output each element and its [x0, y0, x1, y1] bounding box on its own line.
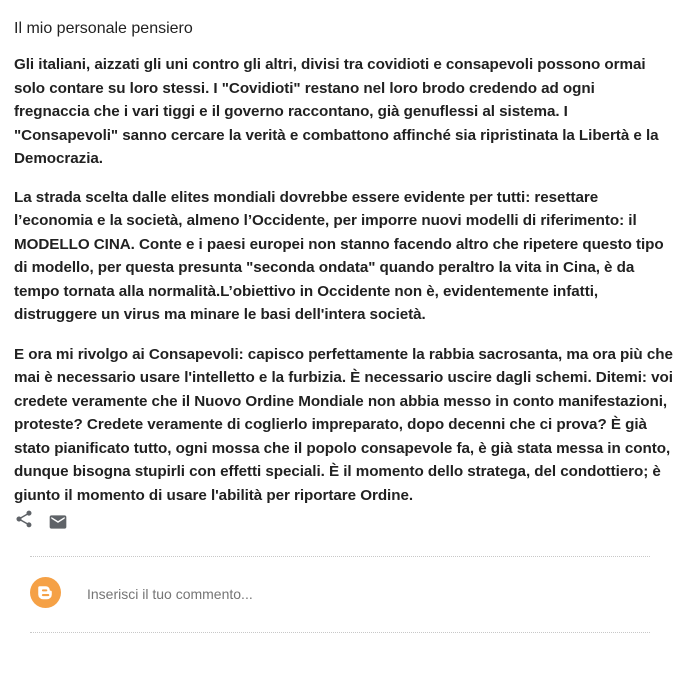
- email-icon[interactable]: [48, 512, 68, 532]
- comment-input[interactable]: [87, 583, 627, 605]
- divider: [30, 556, 650, 557]
- blogger-logo-icon: [30, 577, 61, 608]
- share-icon[interactable]: [14, 509, 34, 529]
- post-title: Il mio personale pensiero: [14, 20, 193, 37]
- post-body: [14, 53, 674, 523]
- post-paragraph: Gli italiani, aizzati gli uni contro gli altri, divisi tra covidioti e consapevoli possono ormai solo contare su loro stessi. I "Covidioti" restano nel loro brodo credendo ad ogni fregnaccia che i vari tiggi e il governo raccontano, già genuflessi al sistema. I "Consapevoli" sanno cercare la verità e combattono affinché sia ripristinata la Libertà e la Democrazia.: [14, 56, 659, 167]
- divider: [30, 632, 650, 633]
- post-paragraph: E ora mi rivolgo ai Consapevoli: capisco perfettamente la rabbia sacrosanta, ma ora più che mai è necessario usare l'intelletto e la furbizia. È necessario uscire dagli schemi. Ditemi: voi credete veramente che il Nuovo Ordine Mondiale non abbia messo in conto manifestazioni, proteste? Credete veramente di coglierlo impreparato, dopo decenni che ci prova? È già stato pianificato tutto, ogni mossa che il popolo consapevole fa, è già stata messa in conto, dunque bisogna stupirli con effetti speciali. È il momento dello stratega, del condottiero; è giunto il momento di usare l'abilità per riportare Ordine.: [14, 345, 673, 504]
- post-paragraph: La strada scelta dalle elites mondiali dovrebbe essere evidente per tutti: resettare l’economia e la società, almeno l’Occidente, per imporre nuovi modelli di riferimento: il MODELLO CINA. Conte e i paesi europei non stanno facendo altro che ripetere questo tipo di modello, per questa presunta "seconda ondata" quando peraltro la vita in Cina, è da tempo tornata alla normalità.L’obiettivo in Occidente non è, evidentemente infatti, distruggere un virus ma minare le basi dell'intera società.: [14, 188, 664, 323]
